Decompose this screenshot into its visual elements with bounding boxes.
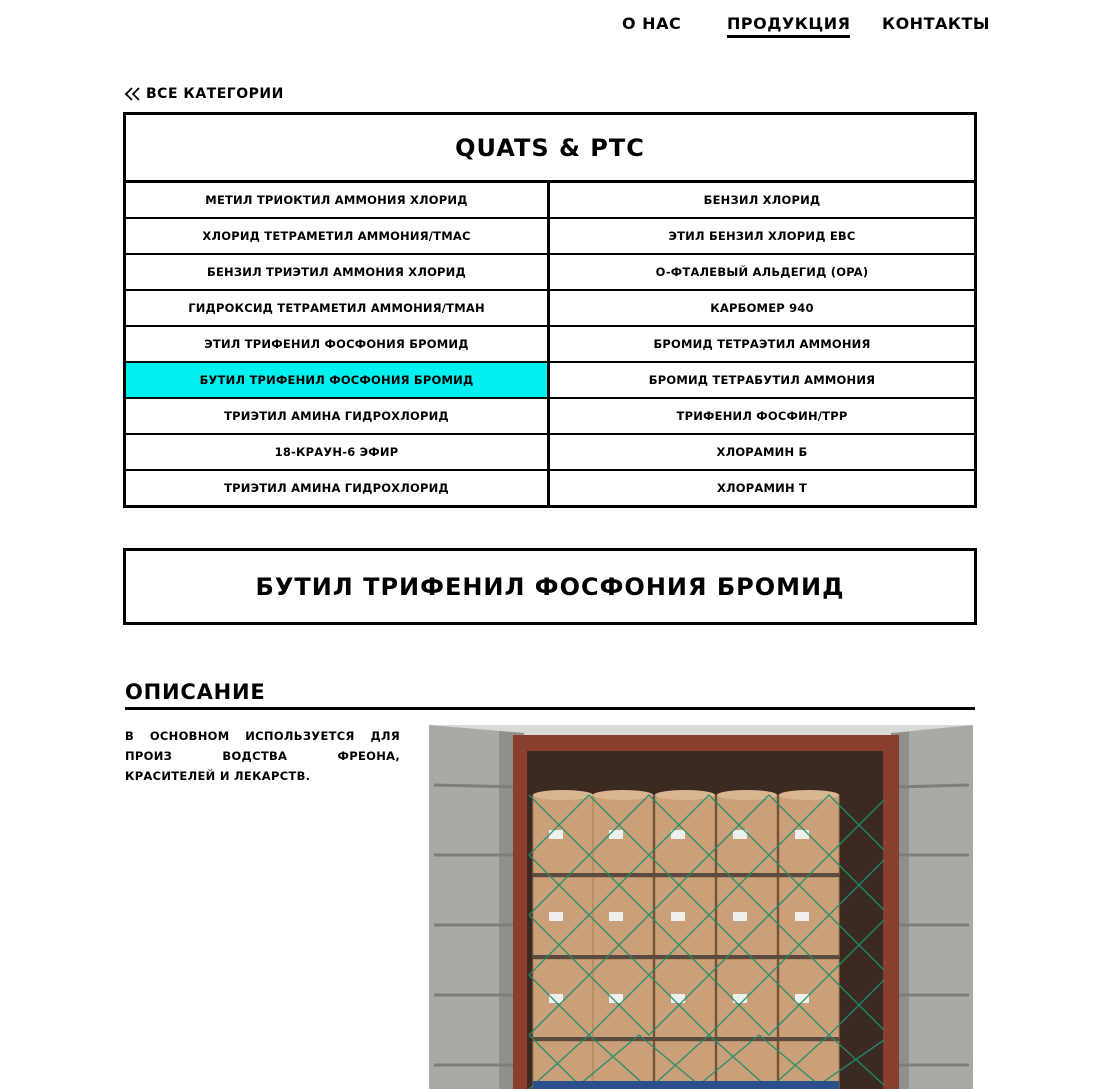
product-item[interactable]: ТРИФЕНИЛ ФОСФИН/TPP [550,399,974,435]
product-item[interactable]: БЕНЗИЛ ТРИЭТИЛ АММОНИЯ ХЛОРИД [126,255,550,291]
product-item[interactable]: ЭТИЛ ТРИФЕНИЛ ФОСФОНИЯ БРОМИД [126,327,550,363]
product-item[interactable]: ХЛОРАМИН Б [550,435,974,471]
description-heading: ОПИСАНИЕ [125,680,266,704]
product-item[interactable]: ХЛОРИД ТЕТРАМЕТИЛ АММОНИЯ/TMAC [126,219,550,255]
product-title: БУТИЛ ТРИФЕНИЛ ФОСФОНИЯ БРОМИД [255,572,845,601]
category-header [126,115,974,183]
category-table [123,112,977,508]
category-title: QUATS & PTC [455,133,645,162]
all-categories-link[interactable] [123,84,284,104]
product-item[interactable]: БРОМИД ТЕТРАБУТИЛ АММОНИЯ [550,363,974,399]
product-item[interactable]: ТРИЭТИЛ АМИНА ГИДРОХЛОРИД [126,399,550,435]
product-item[interactable]: ХЛОРАМИН Т [716,481,808,495]
nav-contacts-link[interactable]: КОНТАКТЫ [882,14,990,33]
description-heading-block [125,680,975,710]
product-item[interactable]: БЕНЗИЛ ХЛОРИД [550,183,974,219]
product-item[interactable]: ЭТИЛ БЕНЗИЛ ХЛОРИД EBC [550,219,974,255]
product-item[interactable]: БРОМИД ТЕТРАЭТИЛ АММОНИЯ [550,327,974,363]
product-item[interactable]: 18-КРАУН-6 ЭФИР [126,435,550,471]
product-item[interactable]: ГИДРОКСИД ТЕТРАМЕТИЛ АММОНИЯ/TMAH [126,291,550,327]
container-drums-image [429,725,973,1089]
double-chevron-left-icon [123,86,141,102]
nav-products-link[interactable]: ПРОДУКЦИЯ [727,14,850,38]
all-categories-label: ВСЕ КАТЕГОРИИ [146,86,284,102]
nav-about-link[interactable]: О НАС [622,14,682,33]
product-item-active[interactable]: БУТИЛ ТРИФЕНИЛ ФОСФОНИЯ БРОМИД [126,363,550,399]
product-title-box [123,548,977,625]
description-text: В ОСНОВНОМ ИСПОЛЬЗУЕТСЯ ДЛЯ ПРОИЗ ВОДСТВА ФРЕОНА, КРАСИТЕЛЕЙ И ЛЕКАРСТВ. [125,729,400,783]
product-grid [126,183,974,505]
product-photo [429,725,973,1089]
product-item[interactable]: ТРИЭТИЛ АМИНА ГИДРОХЛОРИД [126,471,550,505]
product-item[interactable]: МЕТИЛ ТРИОКТИЛ АММОНИЯ ХЛОРИД [126,183,550,219]
top-nav [0,14,1100,44]
product-item[interactable]: КАРБОМЕР 940 [550,291,974,327]
product-item[interactable]: O-ФТАЛЕВЫЙ АЛЬДЕГИД (OPA) [550,255,974,291]
